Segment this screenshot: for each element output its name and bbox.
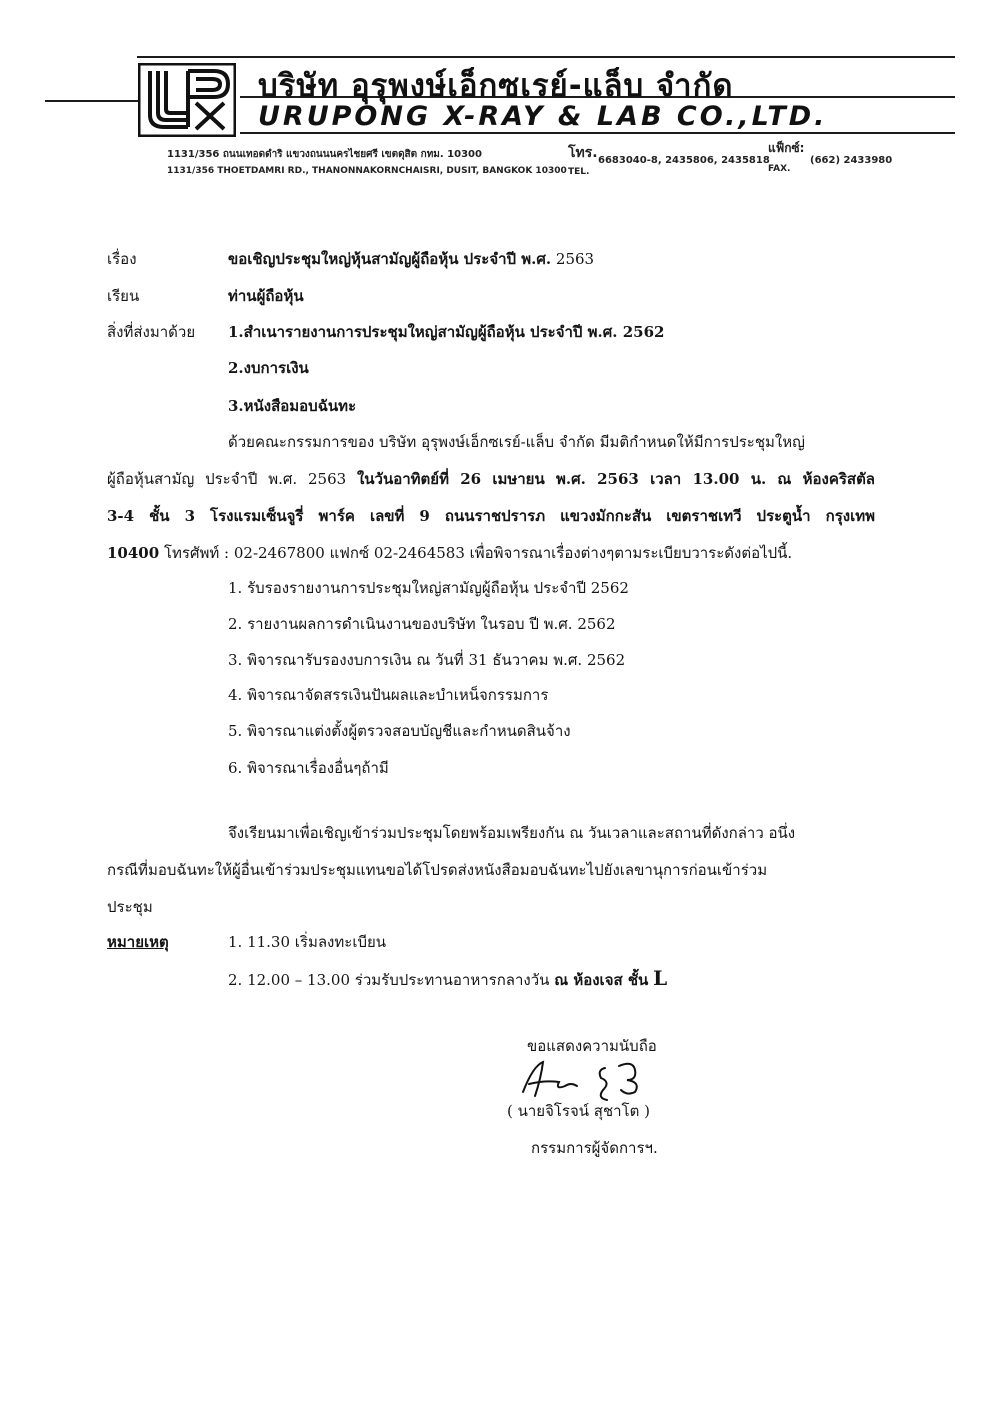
- agenda-item: 5. พิจารณาแต่งตั้งผู้ตรวจสอบบัญชีและกำหนดสินจ้าง: [228, 722, 571, 740]
- note-lunch-room: ณ ห้องเจส ชั้น: [554, 971, 649, 989]
- meeting-date-time: ในวันอาทิตย์ที่ 26 เมษายน พ.ศ. 2563 เวลา 13.00 น. ณ ห้องคริสตัล: [356, 470, 876, 488]
- meeting-venue: 3-4 ชั้น 3 โรงแรมเซ็นจูรี่ พาร์ค เลขที่ 9 ถนนราชปรารภ แขวงมักกะสัน เขตราชเทวี ประตูน้ำ กรุงเทพ: [107, 507, 875, 525]
- contact-and-agenda-intro: โทรศัพท์ : 02-2467800 แฟกซ์ 02-2464583 เพื่อพิจารณาเรื่องต่างๆตามระเบียบวาระดังต่อไปนี้.: [163, 544, 793, 562]
- address-thai: 1131/356 ถนนเทอดดำริ แขวงถนนนครไชยศรี เขตดุสิต กทม. 10300: [167, 149, 482, 160]
- fax-label-thai: แฟ็กซ์:: [768, 141, 805, 155]
- subject-label: เรื่อง: [107, 250, 137, 268]
- agenda-item: 6. พิจารณาเรื่องอื่นๆถ้ามี: [228, 759, 389, 777]
- subject-main: ขอเชิญประชุมใหญ่หุ้นสามัญผู้ถือหุ้น ประจำปี พ.ศ.: [228, 250, 552, 268]
- agenda-item: 2. รายงานผลการดำเนินงานของบริษัท ในรอบ ปี พ.ศ. 2562: [228, 615, 616, 633]
- note-lunch-floor: L: [653, 966, 668, 990]
- paragraph-2-line-1: จึงเรียนมาเพื่อเชิญเข้าร่วมประชุมโดยพร้อมเพรียงกัน ณ วันเวลาและสถานที่ดังกล่าว อนึ่ง: [228, 824, 796, 842]
- note-item: [228, 968, 667, 990]
- fax-label-english: FAX.: [768, 164, 791, 174]
- note-item: 1. 11.30 เริ่มลงทะเบียน: [228, 933, 387, 951]
- company-logo: [138, 63, 236, 137]
- enclosure-item: 3.หนังสือมอบฉันทะ: [228, 397, 357, 415]
- to-text: ท่านผู้ถือหุ้น: [228, 287, 304, 305]
- enclosures-label: สิ่งที่ส่งมาด้วย: [107, 323, 196, 341]
- agenda-item: 1. รับรองรายงานการประชุมใหญ่สามัญผู้ถือหุ้น ประจำปี 2562: [228, 579, 629, 597]
- note-lunch: 2. 12.00 – 13.00 ร่วมรับประทานอาหารกลางวัน: [228, 971, 550, 989]
- subject-year: 2563: [555, 250, 595, 268]
- tel-label-thai: โทร.: [568, 145, 598, 161]
- paragraph-2-line-3: ประชุม: [107, 898, 153, 916]
- to-label: เรียน: [107, 287, 140, 305]
- postal-code: 10400: [107, 544, 160, 562]
- agenda-item: 3. พิจารณารับรองงบการเงิน ณ วันที่ 31 ธันวาคม พ.ศ. 2562: [228, 651, 626, 669]
- signatory-name: ( นายจิโรจน์ สุชาโต ): [507, 1102, 650, 1120]
- paragraph-2-line-2: กรณีที่มอบฉันทะให้ผู้อื่นเข้าร่วมประชุมแทนขอได้โปรดส่งหนังสือมอบฉันทะไปยังเลขานุการก่อนเข้าร่วม: [107, 861, 768, 879]
- agenda-item: 4. พิจารณาจัดสรรเงินปันผลและบำเหน็จกรรมการ: [228, 686, 549, 704]
- address-english: 1131/356 THOETDAMRI RD., THANONNAKORNCHAISRI, DUSIT, BANGKOK 10300: [167, 166, 567, 176]
- company-name-thai: บริษัท อุรุพงษ์เอ็กซเรย์-แล็บ จำกัด: [258, 68, 734, 104]
- closing-regards: ขอแสดงความนับถือ: [527, 1037, 657, 1055]
- signatory-title: กรรมการผู้จัดการฯ.: [531, 1139, 658, 1157]
- paragraph-1-line-2: [107, 469, 875, 489]
- enclosure-item: 2.งบการเงิน: [228, 359, 309, 377]
- paragraph-1-line-2-plain: ผู้ถือหุ้นสามัญ ประจำปี พ.ศ. 2563: [107, 470, 347, 488]
- fax-number: (662) 2433980: [810, 155, 893, 166]
- subject-text: [228, 249, 594, 269]
- paragraph-1-line-4: [107, 543, 792, 563]
- header-rule-top: [137, 56, 955, 58]
- header-rule-lower: [240, 132, 955, 134]
- notes-label: หมายเหตุ: [107, 933, 169, 951]
- tel-label-english: TEL.: [568, 167, 590, 177]
- phone-numbers: 6683040-8, 2435806, 2435818: [598, 155, 770, 166]
- header-rule-left: [45, 100, 138, 102]
- company-name-english: URUPONG X-RAY & LAB CO.,LTD.: [258, 101, 828, 132]
- paragraph-1-line-1: ด้วยคณะกรรมการของ บริษัท อุรุพงษ์เอ็กซเรย์-แล็บ จำกัด มีมติกำหนดให้มีการประชุมใหญ่: [228, 433, 805, 451]
- enclosure-item: 1.สำเนารายงานการประชุมใหญ่สามัญผู้ถือหุ้น ประจำปี พ.ศ. 2562: [228, 323, 665, 341]
- handwritten-signature: [515, 1056, 675, 1106]
